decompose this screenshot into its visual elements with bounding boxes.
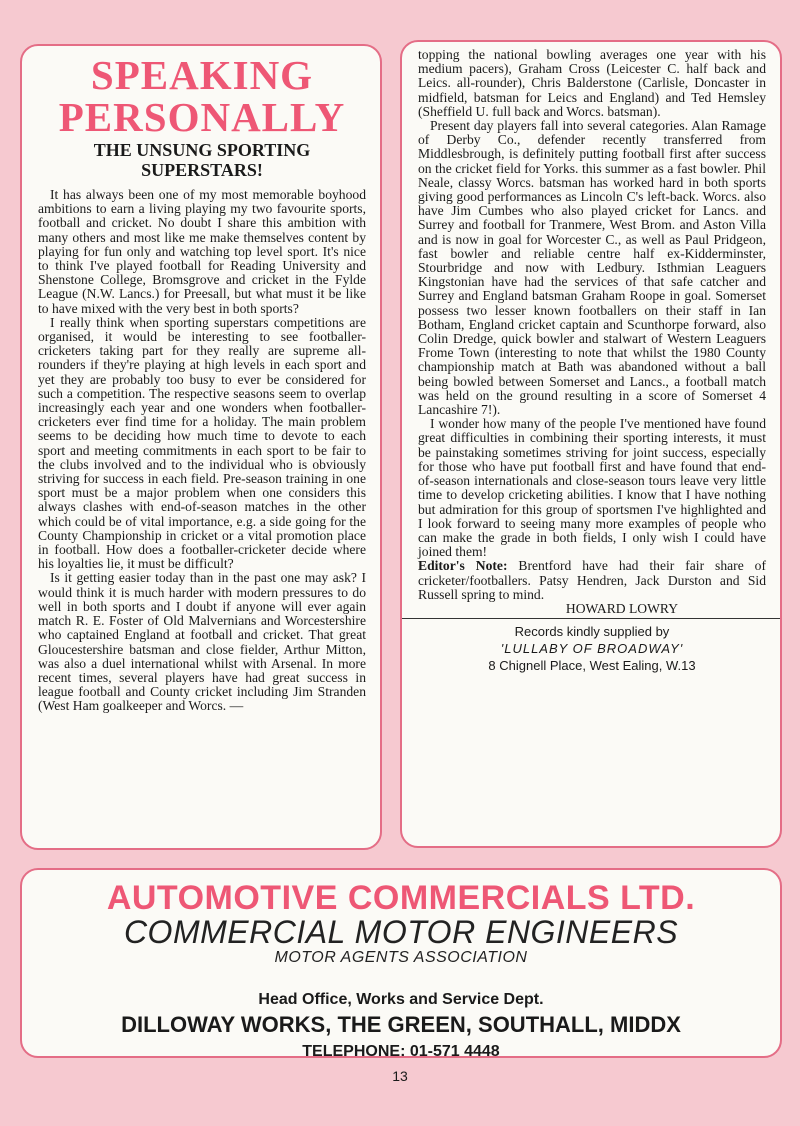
ad-association: MOTOR AGENTS ASSOCIATION bbox=[274, 949, 528, 966]
records-shop-name: 'LULLABY OF BROADWAY' bbox=[500, 641, 684, 657]
ad-office: Head Office, Works and Service Dept. bbox=[258, 991, 544, 1008]
ad-address: DILLOWAY WORKS, THE GREEN, SOUTHALL, MIDDX bbox=[121, 1012, 681, 1037]
article-paragraph: Present day players fall into several categories. Alan Ramage of Derby Co., defender recently transferred from Middlesbrough, is definitely putting football first after success on the cricket field for Yorks. this summer as a fast bowler. Phil Neale, classy Worcs. batsman has worked hard in both sports giving good performances as Lincoln C's left-back. Worcs. also have Jim Cumbes who also played cricket for Lancs. and Surrey and football for Tranmere, West Brom. and Aston Villa and is now in goal for Worcester C., as well as Paul Pridgeon, fast bowler and reliable centre half ex-Kidderminster, Stourbridge and now with Ledbury. Isthmian Leaguers Kingstonian have had the services of that safe catcher and Surrey and England batsman Graham Roope in goal. Somerset possess two lesser known footballers on their staff in Ian Botham, England cricket captain and Scunthorpe forward, also Colin Dredge, quick bowler and stalwart of Western Leaguers Frome Town (interesting to note that whilst the 1980 County championship match at Bath was abandoned without a ball being bowled between Somerset and Lancs., a football match was held on the ground resulting in a score of Somerset 4 Lancashire 7!). bbox=[418, 118, 766, 418]
article-paragraph: It has always been one of my most memorable boyhood ambitions to earn a living playing my two favourite sports, football and cricket. No doubt I share this ambition with many others and most like me make themselves content by playing for fun only and watching top level sport. It's nice to think I've played football for Reading University and Shenstone College, Bromsgrove and cricket in the Fylde League (N.W. Lancs.) for Preesall, but what must it be like to have mixed with the very best in both sports? bbox=[38, 187, 366, 316]
article-paragraph: I really think when sporting superstars competitions are organised, it would be interesting to see footballer-cricketers taking part for they really are supreme all-rounders if they're playing at high levels in each sport and yet they are probably too busy to ever be considered for such a competition. The respective seasons seem to overlap increasingly each year and one wonders when footballer-cricketers ever find time for a holiday. The main problem seems to be deciding how much time to devote to each sport and meeting commitments in each sport to be fair to the clubs involved and to the individual who is obviously striving for success in each field. Pre-season training in one sport must be a major problem when one considers this always clashes with end-of-season matches in the other which could be of vital importance, e.g. a side going for the County Championship in cricket or a vital promotion place in football. How does a footballer-cricketer decide where his loyalties lie, it must be difficult? bbox=[38, 314, 366, 572]
ad-company-name: AUTOMOTIVE COMMERCIALS LTD. bbox=[106, 879, 696, 917]
headline-line-1: SPEAKING bbox=[90, 52, 314, 98]
article-paragraph: Is it getting easier today than in the past one may ask? I would think it is much harder with modern pressures to do well in both sports and I doubt if anyone will ever again match R. E. Foster of Old Malvernians and Worcestershire who captained England at football and cricket. That great Gloucestershire batsman and close fielder, Arthur Mitton, was also a duel international whilst with Arsenal. In more recent times, several players have had great success in league football and County cricket including Jim Stranden (West Ham goalkeeper and Worcs. — bbox=[38, 570, 366, 714]
article-right-column bbox=[400, 40, 782, 848]
advertisement bbox=[20, 868, 782, 1058]
divider bbox=[402, 618, 780, 619]
article-paragraph: I wonder how many of the people I've mentioned have found great difficulties in combining their sporting interests, it must be painstaking sometimes striving for joint success, especially for those who have put football first and have found that end-of-season internationals and close-season tours leave very little time to develop cricketing abilities. I know that I have nothing but admiration for this group of sportsmen I've highlighted and I look forward to seeing many more examples of people who can make the grade in both fields, I only wish I could have joined them! bbox=[418, 416, 766, 560]
page-number: 13 bbox=[392, 1068, 408, 1084]
editor-note bbox=[418, 559, 766, 602]
author-byline: HOWARD LOWRY bbox=[565, 600, 679, 616]
article-left-column bbox=[20, 44, 382, 850]
subheadline-line-2: SUPERSTARS! bbox=[141, 160, 263, 180]
editor-note-text: Brentford have had their fair share of cricketer/footballers. Patsy Hendren, Jack Durston and Sid Russell spring to mind. bbox=[418, 558, 766, 602]
records-address: 8 Chignell Place, West Ealing, W.13 bbox=[488, 658, 696, 674]
records-line-1: Records kindly supplied by bbox=[514, 624, 670, 640]
ad-telephone: TELEPHONE: 01-571 4448 bbox=[302, 1043, 500, 1060]
ad-tagline: COMMERCIAL MOTOR ENGINEERS bbox=[123, 914, 679, 950]
editor-note-label: Editor's Note: bbox=[418, 558, 508, 574]
article-paragraph: topping the national bowling averages one year with his medium pacers), Graham Cross (Leicester C. half back and Leics. all-rounder), Chris Balderstone (Carlisle, Doncaster in midfield, batsman for Leics and England) and Ted Hemsley (Sheffield U. full back and Worcs. batsman). bbox=[418, 47, 766, 119]
subheadline-line-1: THE UNSUNG SPORTING bbox=[93, 140, 311, 160]
headline-line-2: PERSONALLY bbox=[58, 94, 346, 140]
subheadline bbox=[38, 140, 366, 180]
records-credit bbox=[418, 623, 766, 674]
